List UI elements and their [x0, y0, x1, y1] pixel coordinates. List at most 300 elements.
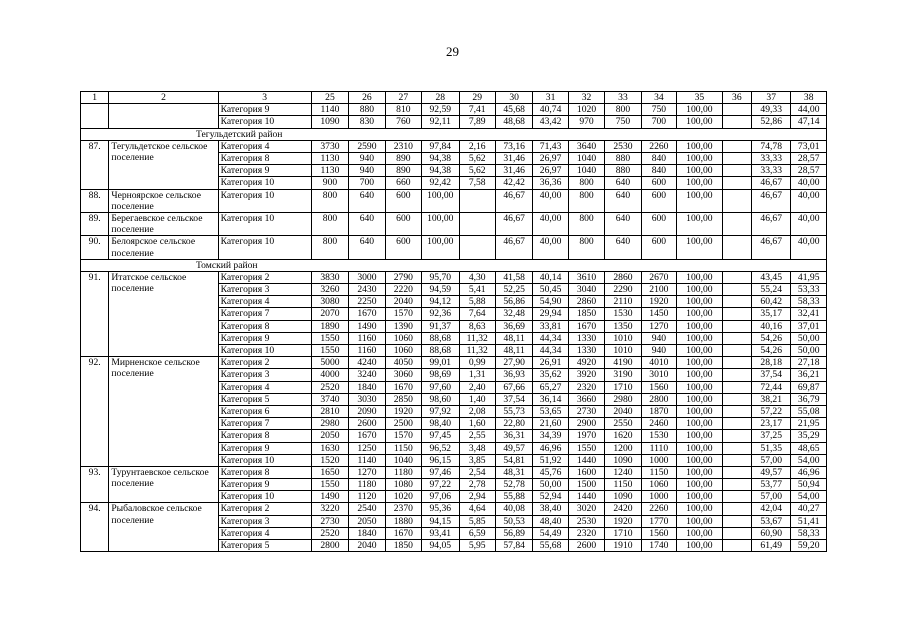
value-cell: 100,00	[677, 357, 723, 369]
value-cell: 1570	[385, 430, 421, 442]
value-cell: 36,31	[495, 430, 532, 442]
value-cell: 34,39	[533, 430, 568, 442]
header-row	[81, 92, 827, 104]
value-cell: 50,00	[533, 479, 568, 491]
value-cell: 2860	[568, 296, 604, 308]
value-cell: 55,68	[533, 540, 568, 552]
value-cell: 2040	[349, 540, 385, 552]
value-cell: 40,00	[533, 236, 568, 259]
value-cell: 1560	[641, 381, 676, 393]
value-cell: 700	[349, 177, 385, 189]
value-cell: 36,21	[791, 369, 827, 381]
value-cell: 760	[385, 116, 421, 128]
value-cell: 1850	[385, 540, 421, 552]
value-cell: 100,00	[677, 177, 723, 189]
value-cell: 40,16	[751, 320, 790, 332]
value-cell: 48,68	[495, 116, 532, 128]
value-cell	[722, 177, 751, 189]
value-cell	[722, 296, 751, 308]
category-cell: Категория 9	[218, 332, 311, 344]
value-cell	[722, 357, 751, 369]
value-cell	[722, 479, 751, 491]
column-header: 32	[568, 92, 604, 104]
value-cell: 3040	[568, 284, 604, 296]
category-cell: Категория 9	[218, 479, 311, 491]
value-cell: 49,33	[751, 104, 790, 116]
value-cell: 1060	[385, 332, 421, 344]
value-cell: 2050	[349, 515, 385, 527]
value-cell: 940	[349, 152, 385, 164]
value-cell: 37,54	[751, 369, 790, 381]
value-cell: 3660	[568, 393, 604, 405]
category-cell: Категория 2	[218, 357, 311, 369]
settlement-name: Итатское сельское поселение	[109, 271, 218, 356]
value-cell: 2100	[641, 284, 676, 296]
value-cell: 940	[641, 345, 676, 357]
value-cell: 1390	[385, 320, 421, 332]
value-cell: 1770	[641, 515, 676, 527]
value-cell	[722, 189, 751, 212]
row-number: 94.	[81, 503, 109, 552]
value-cell: 700	[641, 116, 676, 128]
value-cell: 2430	[349, 284, 385, 296]
value-cell: 1150	[385, 442, 421, 454]
row-number: 89.	[81, 212, 109, 235]
value-cell: 94,59	[422, 284, 459, 296]
value-cell: 100,00	[677, 284, 723, 296]
settlement-name: Черноярское сельское поселение	[109, 189, 218, 212]
value-cell: 100,00	[677, 104, 723, 116]
value-cell: 94,38	[422, 165, 459, 177]
value-cell: 750	[605, 116, 641, 128]
value-cell: 1270	[349, 466, 385, 478]
value-cell: 46,67	[495, 212, 532, 235]
value-cell: 53,77	[751, 479, 790, 491]
value-cell: 4000	[311, 369, 348, 381]
value-cell: 1600	[568, 466, 604, 478]
value-cell: 53,33	[791, 284, 827, 296]
value-cell: 1490	[349, 320, 385, 332]
value-cell: 74,78	[751, 140, 790, 152]
value-cell: 4,64	[459, 503, 495, 515]
value-cell: 5,85	[459, 515, 495, 527]
column-header: 27	[385, 92, 421, 104]
value-cell: 2,40	[459, 381, 495, 393]
value-cell	[722, 466, 751, 478]
value-cell: 7,41	[459, 104, 495, 116]
value-cell: 4190	[605, 357, 641, 369]
value-cell: 1110	[641, 442, 676, 454]
value-cell: 54,00	[791, 491, 827, 503]
value-cell: 93,41	[422, 527, 459, 539]
value-cell: 1670	[385, 527, 421, 539]
value-cell: 52,86	[751, 116, 790, 128]
value-cell: 970	[568, 116, 604, 128]
value-cell: 1560	[641, 527, 676, 539]
value-cell: 98,69	[422, 369, 459, 381]
value-cell: 1090	[605, 491, 641, 503]
column-header: 26	[349, 92, 385, 104]
value-cell: 92,59	[422, 104, 459, 116]
value-cell: 48,65	[791, 442, 827, 454]
value-cell: 7,58	[459, 177, 495, 189]
value-cell: 3740	[311, 393, 348, 405]
settlement-name: Рыбаловское сельское поселение	[109, 503, 218, 552]
value-cell	[722, 212, 751, 235]
value-cell: 100,00	[677, 466, 723, 478]
value-cell: 98,40	[422, 418, 459, 430]
value-cell: 61,49	[751, 540, 790, 552]
value-cell	[722, 152, 751, 164]
value-cell: 26,97	[533, 152, 568, 164]
value-cell: 47,14	[791, 116, 827, 128]
value-cell: 50,45	[533, 284, 568, 296]
value-cell	[722, 308, 751, 320]
value-cell: 54,00	[791, 454, 827, 466]
value-cell: 1620	[605, 430, 641, 442]
settlement-name: Мирненское сельское поселение	[109, 357, 218, 467]
value-cell: 1670	[349, 430, 385, 442]
value-cell: 4010	[641, 357, 676, 369]
value-cell: 100,00	[677, 503, 723, 515]
value-cell: 41,95	[791, 271, 827, 283]
value-cell: 2980	[311, 418, 348, 430]
category-cell: Категория 9	[218, 104, 311, 116]
value-cell: 26,97	[533, 165, 568, 177]
value-cell: 97,60	[422, 381, 459, 393]
value-cell: 800	[311, 236, 348, 259]
category-cell: Категория 4	[218, 527, 311, 539]
value-cell: 73,16	[495, 140, 532, 152]
row-number: 92.	[81, 357, 109, 467]
value-cell: 28,18	[751, 357, 790, 369]
value-cell: 1,31	[459, 369, 495, 381]
value-cell: 1160	[349, 345, 385, 357]
value-cell: 2800	[311, 540, 348, 552]
value-cell	[722, 236, 751, 259]
settlement-name: Турунтаевское сельское поселение	[109, 466, 218, 503]
value-cell: 2,94	[459, 491, 495, 503]
value-cell: 100,00	[422, 212, 459, 235]
value-cell: 2600	[568, 540, 604, 552]
value-cell: 36,36	[533, 177, 568, 189]
value-cell: 36,93	[495, 369, 532, 381]
value-cell	[722, 515, 751, 527]
value-cell: 49,57	[495, 442, 532, 454]
value-cell: 2810	[311, 405, 348, 417]
value-cell: 46,67	[751, 189, 790, 212]
column-header: 34	[641, 92, 676, 104]
value-cell: 60,42	[751, 296, 790, 308]
value-cell: 2980	[605, 393, 641, 405]
value-cell: 59,20	[791, 540, 827, 552]
value-cell: 600	[641, 189, 676, 212]
value-cell: 100,00	[677, 491, 723, 503]
value-cell: 1040	[568, 152, 604, 164]
value-cell: 4050	[385, 357, 421, 369]
category-cell: Категория 10	[218, 236, 311, 259]
value-cell: 5,88	[459, 296, 495, 308]
value-cell: 40,00	[791, 177, 827, 189]
value-cell: 1440	[568, 454, 604, 466]
value-cell: 100,00	[677, 116, 723, 128]
value-cell	[722, 116, 751, 128]
value-cell: 1490	[311, 491, 348, 503]
value-cell: 1040	[385, 454, 421, 466]
value-cell: 3190	[605, 369, 641, 381]
value-cell: 2900	[568, 418, 604, 430]
value-cell: 800	[605, 104, 641, 116]
value-cell: 100,00	[677, 320, 723, 332]
value-cell: 31,46	[495, 165, 532, 177]
value-cell: 95,36	[422, 503, 459, 515]
value-cell: 29,94	[533, 308, 568, 320]
value-cell: 1270	[641, 320, 676, 332]
value-cell: 67,66	[495, 381, 532, 393]
value-cell: 73,01	[791, 140, 827, 152]
row-number: 91.	[81, 271, 109, 356]
settlement-name: Берегаевское сельское поселение	[109, 212, 218, 235]
value-cell: 45,68	[495, 104, 532, 116]
table-row	[81, 104, 827, 116]
value-cell: 97,22	[422, 479, 459, 491]
value-cell: 37,01	[791, 320, 827, 332]
category-cell: Категория 4	[218, 140, 311, 152]
value-cell: 1970	[568, 430, 604, 442]
value-cell: 1150	[641, 466, 676, 478]
value-cell: 840	[641, 152, 676, 164]
value-cell: 1650	[311, 466, 348, 478]
column-header: 25	[311, 92, 348, 104]
value-cell: 880	[349, 104, 385, 116]
value-cell: 45,76	[533, 466, 568, 478]
value-cell: 72,44	[751, 381, 790, 393]
value-cell: 1130	[311, 165, 348, 177]
value-cell: 60,90	[751, 527, 790, 539]
column-header: 31	[533, 92, 568, 104]
value-cell: 51,41	[791, 515, 827, 527]
row-number: 88.	[81, 189, 109, 212]
value-cell: 880	[605, 165, 641, 177]
value-cell: 44,00	[791, 104, 827, 116]
value-cell: 35,17	[751, 308, 790, 320]
value-cell: 2600	[349, 418, 385, 430]
value-cell: 3610	[568, 271, 604, 283]
category-cell: Категория 10	[218, 177, 311, 189]
value-cell: 1150	[605, 479, 641, 491]
value-cell: 1670	[385, 381, 421, 393]
value-cell: 46,67	[751, 177, 790, 189]
value-cell: 40,74	[533, 104, 568, 116]
value-cell: 1740	[641, 540, 676, 552]
value-cell: 1060	[641, 479, 676, 491]
value-cell: 100,00	[677, 393, 723, 405]
value-cell: 40,08	[495, 503, 532, 515]
value-cell: 7,64	[459, 308, 495, 320]
value-cell: 3220	[311, 503, 348, 515]
value-cell: 88,68	[422, 345, 459, 357]
value-cell: 2320	[568, 527, 604, 539]
category-cell: Категория 8	[218, 152, 311, 164]
value-cell: 880	[605, 152, 641, 164]
settlement-name	[109, 104, 218, 128]
value-cell: 43,42	[533, 116, 568, 128]
value-cell: 27,90	[495, 357, 532, 369]
value-cell: 97,06	[422, 491, 459, 503]
value-cell: 890	[385, 165, 421, 177]
value-cell: 2370	[385, 503, 421, 515]
row-number: 90.	[81, 236, 109, 259]
value-cell: 1500	[568, 479, 604, 491]
category-cell: Категория 8	[218, 430, 311, 442]
value-cell: 56,86	[495, 296, 532, 308]
value-cell: 2,54	[459, 466, 495, 478]
value-cell: 1710	[605, 381, 641, 393]
value-cell: 3010	[641, 369, 676, 381]
value-cell	[722, 442, 751, 454]
value-cell: 100,00	[677, 140, 723, 152]
value-cell: 44,34	[533, 332, 568, 344]
row-number: 93.	[81, 466, 109, 503]
value-cell: 800	[311, 189, 348, 212]
column-header: 36	[722, 92, 751, 104]
table-row	[81, 189, 827, 212]
value-cell: 1250	[349, 442, 385, 454]
value-cell: 2590	[349, 140, 385, 152]
value-cell: 2520	[311, 381, 348, 393]
value-cell: 50,53	[495, 515, 532, 527]
value-cell: 840	[641, 165, 676, 177]
value-cell: 11,32	[459, 345, 495, 357]
value-cell: 5,95	[459, 540, 495, 552]
table-body	[81, 92, 827, 552]
value-cell: 54,90	[533, 296, 568, 308]
value-cell: 1,60	[459, 418, 495, 430]
value-cell: 1000	[641, 491, 676, 503]
table-row	[81, 212, 827, 235]
value-cell: 41,58	[495, 271, 532, 283]
value-cell: 100,00	[422, 189, 459, 212]
value-cell: 94,38	[422, 152, 459, 164]
category-cell: Категория 4	[218, 296, 311, 308]
value-cell: 32,48	[495, 308, 532, 320]
value-cell: 1240	[605, 466, 641, 478]
value-cell: 640	[349, 189, 385, 212]
value-cell: 33,33	[751, 165, 790, 177]
value-cell: 3260	[311, 284, 348, 296]
value-cell: 940	[641, 332, 676, 344]
value-cell: 97,46	[422, 466, 459, 478]
value-cell: 43,45	[751, 271, 790, 283]
value-cell: 97,45	[422, 430, 459, 442]
value-cell: 44,34	[533, 345, 568, 357]
category-cell: Категория 3	[218, 284, 311, 296]
column-header: 30	[495, 92, 532, 104]
value-cell: 3,85	[459, 454, 495, 466]
value-cell: 2290	[605, 284, 641, 296]
value-cell: 1010	[605, 345, 641, 357]
value-cell: 3080	[311, 296, 348, 308]
value-cell: 4920	[568, 357, 604, 369]
settlement-name: Белоярское сельское поселение	[109, 236, 218, 259]
value-cell: 640	[605, 189, 641, 212]
tariff-table	[80, 91, 827, 552]
value-cell: 900	[311, 177, 348, 189]
value-cell: 95,70	[422, 271, 459, 283]
value-cell	[459, 212, 495, 235]
category-cell: Категория 8	[218, 320, 311, 332]
value-cell	[722, 381, 751, 393]
value-cell: 58,33	[791, 296, 827, 308]
value-cell: 1670	[349, 308, 385, 320]
value-cell: 52,94	[533, 491, 568, 503]
value-cell: 100,00	[677, 271, 723, 283]
value-cell: 1710	[605, 527, 641, 539]
value-cell: 1920	[641, 296, 676, 308]
table-row	[81, 140, 827, 152]
value-cell	[722, 405, 751, 417]
value-cell: 100,00	[422, 236, 459, 259]
value-cell: 37,54	[495, 393, 532, 405]
value-cell: 50,00	[791, 332, 827, 344]
value-cell: 2520	[311, 527, 348, 539]
value-cell: 600	[385, 212, 421, 235]
category-cell: Категория 3	[218, 515, 311, 527]
value-cell: 38,40	[533, 503, 568, 515]
value-cell: 28,57	[791, 152, 827, 164]
value-cell: 800	[568, 212, 604, 235]
value-cell: 69,87	[791, 381, 827, 393]
value-cell: 40,27	[791, 503, 827, 515]
value-cell: 54,81	[495, 454, 532, 466]
value-cell: 1120	[349, 491, 385, 503]
value-cell: 1090	[605, 454, 641, 466]
value-cell: 55,73	[495, 405, 532, 417]
value-cell: 100,00	[677, 345, 723, 357]
value-cell: 100,00	[677, 454, 723, 466]
value-cell: 98,60	[422, 393, 459, 405]
value-cell: 4,30	[459, 271, 495, 283]
value-cell	[722, 369, 751, 381]
category-cell: Категория 10	[218, 454, 311, 466]
value-cell: 57,84	[495, 540, 532, 552]
table-row	[81, 466, 827, 478]
value-cell: 57,22	[751, 405, 790, 417]
value-cell: 1670	[568, 320, 604, 332]
value-cell	[722, 418, 751, 430]
value-cell: 890	[385, 152, 421, 164]
category-cell: Категория 9	[218, 442, 311, 454]
value-cell: 100,00	[677, 479, 723, 491]
value-cell: 2530	[605, 140, 641, 152]
value-cell: 2800	[641, 393, 676, 405]
value-cell: 54,26	[751, 345, 790, 357]
value-cell: 54,26	[751, 332, 790, 344]
value-cell: 640	[349, 212, 385, 235]
column-header: 38	[791, 92, 827, 104]
value-cell: 800	[568, 236, 604, 259]
value-cell: 1870	[641, 405, 676, 417]
value-cell: 2320	[568, 381, 604, 393]
category-cell: Категория 5	[218, 540, 311, 552]
value-cell: 1630	[311, 442, 348, 454]
value-cell: 54,49	[533, 527, 568, 539]
value-cell: 71,43	[533, 140, 568, 152]
region-heading: Тегульдетский район	[81, 128, 827, 140]
value-cell: 48,40	[533, 515, 568, 527]
value-cell: 33,81	[533, 320, 568, 332]
value-cell: 1530	[641, 430, 676, 442]
